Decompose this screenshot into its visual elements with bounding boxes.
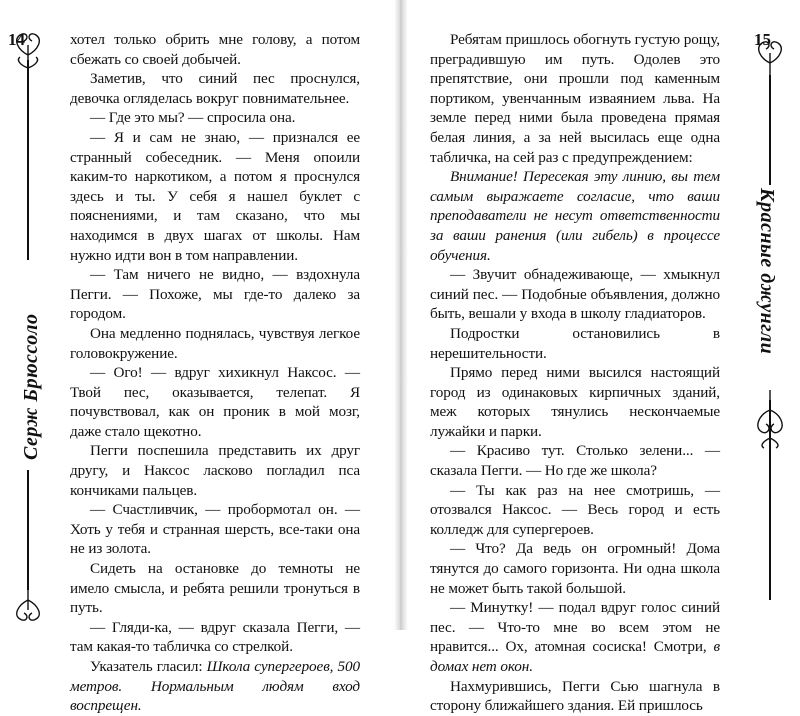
text-run: Нахмурившись, Пегги Сью шагнула в сторону ближайшего здания. Ей пришлось xyxy=(430,677,720,715)
paragraph xyxy=(70,30,360,69)
text-run: Она медленно поднялась, чувствуя легкое головокружение. xyxy=(70,324,360,362)
right-ornament-column xyxy=(750,0,790,630)
text-run: хотел только обрить мне голову, а потом сбежать со своей добычей. xyxy=(70,31,360,68)
right-ornament-middle-icon xyxy=(750,390,790,450)
paragraph xyxy=(430,598,720,676)
text-run: — Где это мы? — спросила она. xyxy=(90,109,296,127)
text-run: Сидеть на остановке до темноты не имело смысла, и ребята решили тронуться в путь. xyxy=(70,560,360,617)
page-number-left: 14 xyxy=(8,30,25,49)
paragraph xyxy=(70,128,360,265)
right-page xyxy=(402,0,800,715)
text-run: Указатель гласил: xyxy=(90,658,207,675)
page-number-right: 15 xyxy=(754,30,771,49)
text-run: Заметив, что синий пес проснулся, девочка огляделась вокруг повнимательнее. xyxy=(70,70,360,107)
paragraph xyxy=(430,441,720,480)
right-ornament-top-icon xyxy=(750,38,790,88)
paragraph xyxy=(430,363,720,441)
italic-text: в домах нет окон. xyxy=(430,638,720,675)
paragraph xyxy=(70,441,360,500)
text-run: — Красиво тут. Столько зелени... — сказала Пегги. — Но где же школа? xyxy=(430,442,720,480)
paragraph xyxy=(70,363,360,441)
paragraph xyxy=(70,69,360,108)
paragraph xyxy=(70,500,360,559)
text-run: — Гляди-ка, — вдруг сказала Пегги, — там какая-то табличка со стрелкой. xyxy=(70,618,360,656)
paragraph xyxy=(70,324,360,363)
text-run: Подростки остановились в нерешительности. xyxy=(430,324,720,362)
paragraph xyxy=(70,657,360,716)
paragraph xyxy=(70,559,360,618)
text-run: — Ты как раз на нее смотришь, — отозвался Наксос. — Весь город и есть колледж для супергероев. xyxy=(430,481,720,538)
text-run: — Минутку! — подал вдруг голос синий пес. — Что-то мне во всем этом не нравится... Ох, атомная сосиска! Смотри, xyxy=(430,599,720,656)
paragraph xyxy=(430,30,720,167)
paragraph xyxy=(430,167,720,265)
running-head-left: Серж Брюссоло xyxy=(16,314,47,460)
left-ornament-column xyxy=(8,0,48,630)
text-run: Прямо перед ними высился настоящий город из одинаковых кирпичных зданий, меж которых тянулись нескончаемые лужайки и парки. xyxy=(430,364,720,440)
paragraph xyxy=(430,265,720,324)
paragraph xyxy=(430,539,720,598)
left-ornament-bottom-icon xyxy=(8,585,48,625)
text-run: — Звучит обнадеживающе, — хмыкнул синий пес. — Подобные объявления, должно быть, вешали у входа в школу гладиаторов. xyxy=(430,266,720,323)
left-page xyxy=(0,0,398,715)
paragraph xyxy=(70,618,360,657)
left-ornament-line-top xyxy=(27,60,29,260)
text-run: — Счастливчик, — пробормотал он. — Хоть у тебя и странная шерсть, все-таки она не из золота. xyxy=(70,501,360,558)
text-run: Ребятам пришлось обогнуть густую рощу, преградившую им путь. Одолев это препятствие, они прошли под каменным портиком, увенчанным изваянием льва. На земле перед ними была проведена прямая белая линия, а за ней высилась еще одна табличка, на сей раз с предупреждением: xyxy=(430,31,720,166)
right-ornament-line-top xyxy=(769,75,771,185)
italic-text: Внимание! Пересекая эту линию, вы тем самым выражаете согласие, что ваши преподаватели не несут ответственности за ваши ранения (или гибель) в процессе обучения. xyxy=(430,168,720,264)
left-ornament-top-icon xyxy=(8,30,48,80)
paragraph xyxy=(430,481,720,540)
paragraph xyxy=(430,324,720,363)
text-run: Пегги поспешила представить их друг другу, и Наксос ласково погладил пса кончиками пальцев. xyxy=(70,442,360,499)
running-head-right: Красные джунгли xyxy=(751,188,782,354)
text-run: — Ого! — вдруг хихикнул Наксос. — Твой пес, оказывается, телепат. Я почувствовал, как он проник в мой мозг, даже стало щекотно. xyxy=(70,364,360,440)
paragraph xyxy=(430,677,720,716)
italic-text: Школа супергероев, 500 метров. Нормальным людям вход воспрещен. xyxy=(70,658,361,715)
right-page-text xyxy=(430,30,720,716)
text-run: — Там ничего не видно, — вздохнула Пегги. — Похоже, мы где-то далеко за городом. xyxy=(70,266,360,323)
left-ornament-line-bottom xyxy=(27,470,29,590)
text-run: — Я и сам не знаю, — признался ее странный собеседник. — Меня опоили каким-то наркотиком, а потом я проснулся здесь и ты. У себя я нашел буклет с пояснениями, и там сказано, что мы находимся в двух шагах от школы. Нам нужно идти вон в том направлении. xyxy=(70,128,360,264)
paragraph xyxy=(70,265,360,324)
text-run: — Что? Да ведь он огромный! Дома тянутся до самого горизонта. Ни одна школа не может быть такой большой. xyxy=(430,540,720,597)
paragraph xyxy=(70,108,360,128)
left-page-text xyxy=(70,30,360,716)
